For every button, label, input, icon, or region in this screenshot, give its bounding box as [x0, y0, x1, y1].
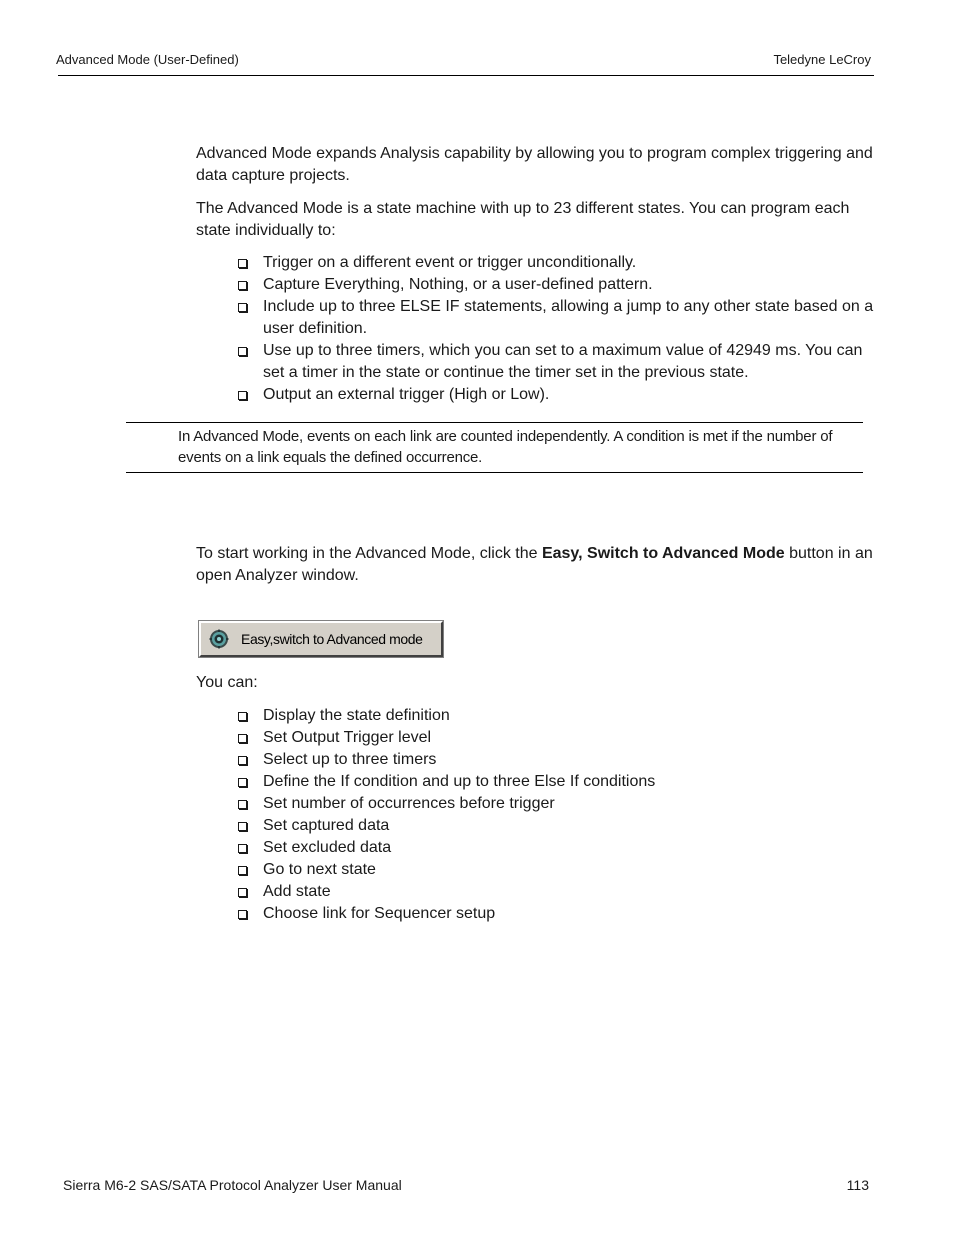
- list-item: Set excluded data: [236, 837, 876, 859]
- list-item: Set Output Trigger level: [236, 727, 876, 749]
- running-header-title: Advanced Mode (User-Defined): [56, 52, 239, 67]
- page-number: 113: [846, 1177, 869, 1193]
- checkbox-bullet-icon: [238, 347, 247, 356]
- checkbox-bullet-icon: [238, 888, 247, 897]
- list-item: Include up to three ELSE IF statements, allowing a jump to any other state based on a user definition.: [236, 296, 876, 340]
- checkbox-bullet-icon: [238, 712, 247, 721]
- list-item: Define the If condition and up to three Else If conditions: [236, 771, 876, 793]
- checkbox-bullet-icon: [238, 778, 247, 787]
- checkbox-bullet-icon: [238, 259, 247, 268]
- checkbox-bullet-icon: [238, 303, 247, 312]
- list-item: Display the state definition: [236, 705, 876, 727]
- button-name-reference: Easy, Switch to Advanced Mode: [541, 545, 785, 562]
- checkbox-bullet-icon: [238, 734, 247, 743]
- list-item: Set number of occurrences before trigger: [236, 793, 876, 815]
- checkbox-bullet-icon: [238, 391, 247, 400]
- intro-paragraph-1: Advanced Mode expands Analysis capability by allowing you to program complex triggering and data capture projects.: [196, 145, 873, 184]
- list-item: Go to next state: [236, 859, 876, 881]
- globe-gear-icon: [209, 629, 229, 649]
- list-item: Add state: [236, 881, 876, 903]
- actions-list: [236, 705, 876, 925]
- easy-switch-to-advanced-mode-button[interactable]: [199, 621, 443, 657]
- list-item: Select up to three timers: [236, 749, 876, 771]
- checkbox-bullet-icon: [238, 822, 247, 831]
- checkbox-bullet-icon: [238, 910, 247, 919]
- checkbox-bullet-icon: [238, 844, 247, 853]
- checkbox-bullet-icon: [238, 866, 247, 875]
- list-item: Set captured data: [236, 815, 876, 837]
- footer-manual-title: Sierra M6-2 SAS/SATA Protocol Analyzer User Manual: [63, 1177, 402, 1193]
- you-can-label: You can:: [196, 674, 258, 691]
- list-item: Trigger on a different event or trigger unconditionally.: [236, 252, 876, 274]
- header-divider: [58, 75, 874, 76]
- list-item: Choose link for Sequencer setup: [236, 903, 876, 925]
- list-item: Capture Everything, Nothing, or a user-defined pattern.: [236, 274, 876, 296]
- note-bottom-rule: [126, 472, 863, 473]
- checkbox-bullet-icon: [238, 756, 247, 765]
- checkbox-bullet-icon: [238, 800, 247, 809]
- list-item: Use up to three timers, which you can set to a maximum value of 42949 ms. You can set a timer in the state or continue the timer set in the previous state.: [236, 340, 876, 384]
- checkbox-bullet-icon: [238, 281, 247, 290]
- note-text: In Advanced Mode, events on each link are counted independently. A condition is met if the number of events on a link equals the defined occurrence.: [178, 428, 833, 466]
- button-label: Easy,switch to Advanced mode: [241, 631, 423, 647]
- list-item: Output an external trigger (High or Low).: [236, 384, 876, 406]
- note-top-rule: [126, 422, 863, 423]
- start-instructions: To start working in the Advanced Mode, click the Easy, Switch to Advanced Mode button in an open Analyzer window.: [196, 545, 873, 584]
- intro-paragraph-2: The Advanced Mode is a state machine with up to 23 different states. You can program each state individually to:: [196, 200, 850, 239]
- running-header-company: Teledyne LeCroy: [773, 52, 871, 67]
- state-capabilities-list: [236, 252, 876, 406]
